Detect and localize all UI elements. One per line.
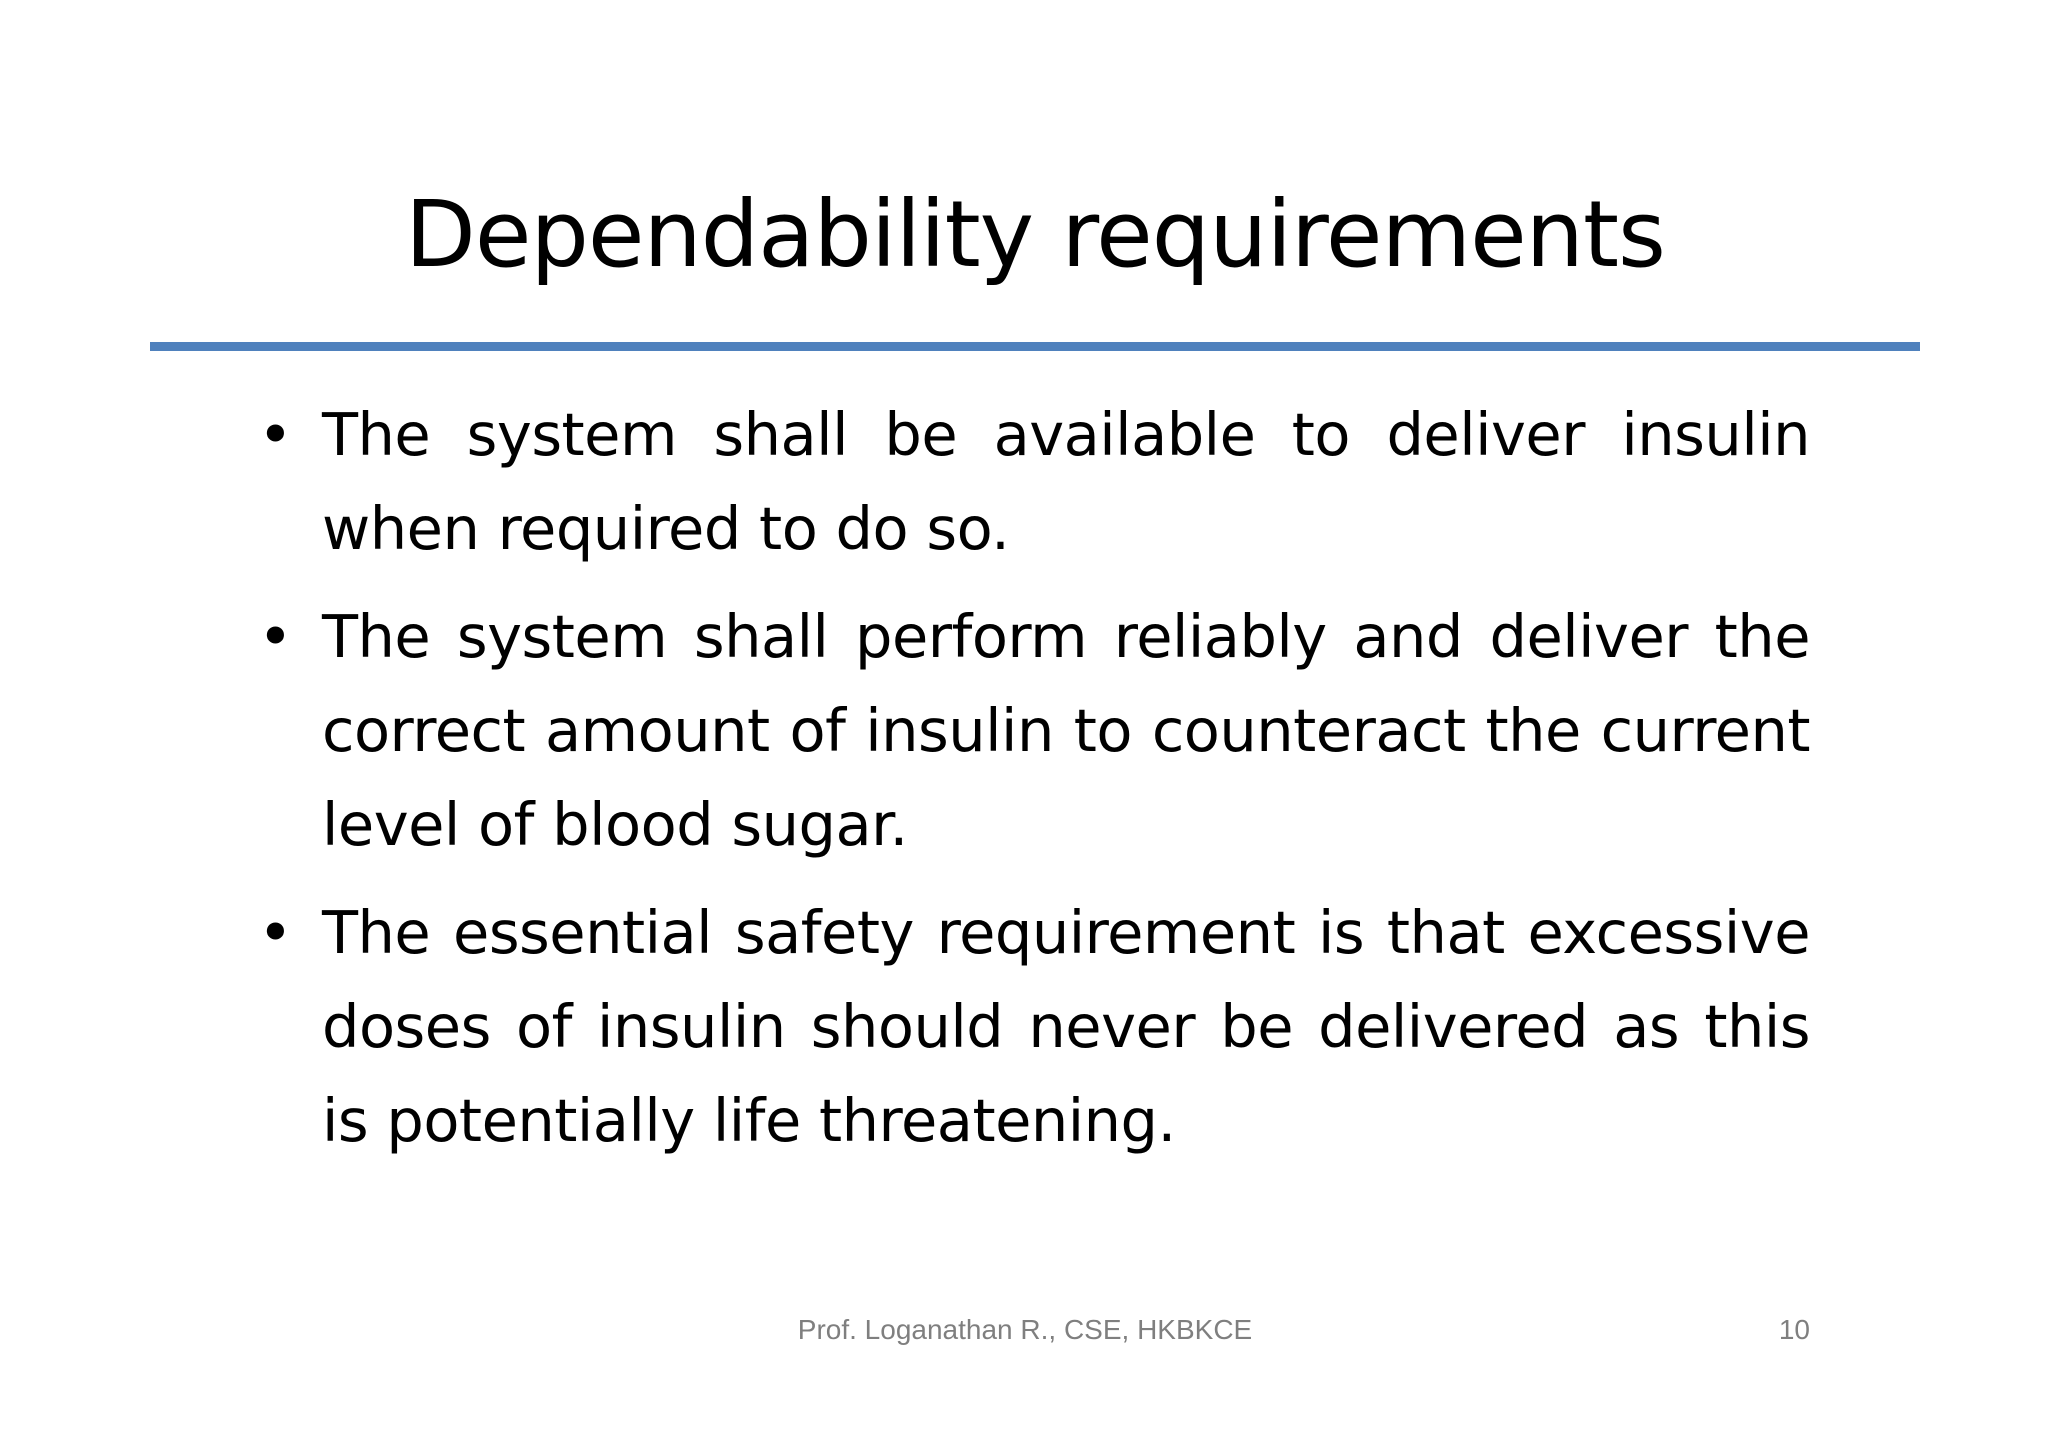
bullet-item (250, 590, 1810, 872)
bullet-text: The system shall be available to deliver insulin when required to do so. (322, 400, 1810, 563)
slide-title: Dependability requirements (405, 181, 1665, 288)
title-divider (150, 342, 1920, 351)
bullet-text: The system shall perform reliably and deliver the correct amount of insulin to counteract the current level of blood sugar. (322, 602, 1810, 859)
bullet-list (250, 388, 1810, 1182)
bullet-marker: • (258, 400, 293, 469)
page-number: 10 (1778, 1314, 1810, 1345)
bullet-text: The essential safety requirement is that excessive doses of insulin should never be delivered as this is potentially life threatening. (322, 898, 1810, 1155)
bullet-item (250, 886, 1810, 1168)
bullet-marker: • (258, 602, 293, 671)
footer-author: Prof. Loganathan R., CSE, HKBKCE (797, 1314, 1253, 1345)
bullet-item (250, 388, 1810, 576)
bullet-marker: • (258, 898, 293, 967)
